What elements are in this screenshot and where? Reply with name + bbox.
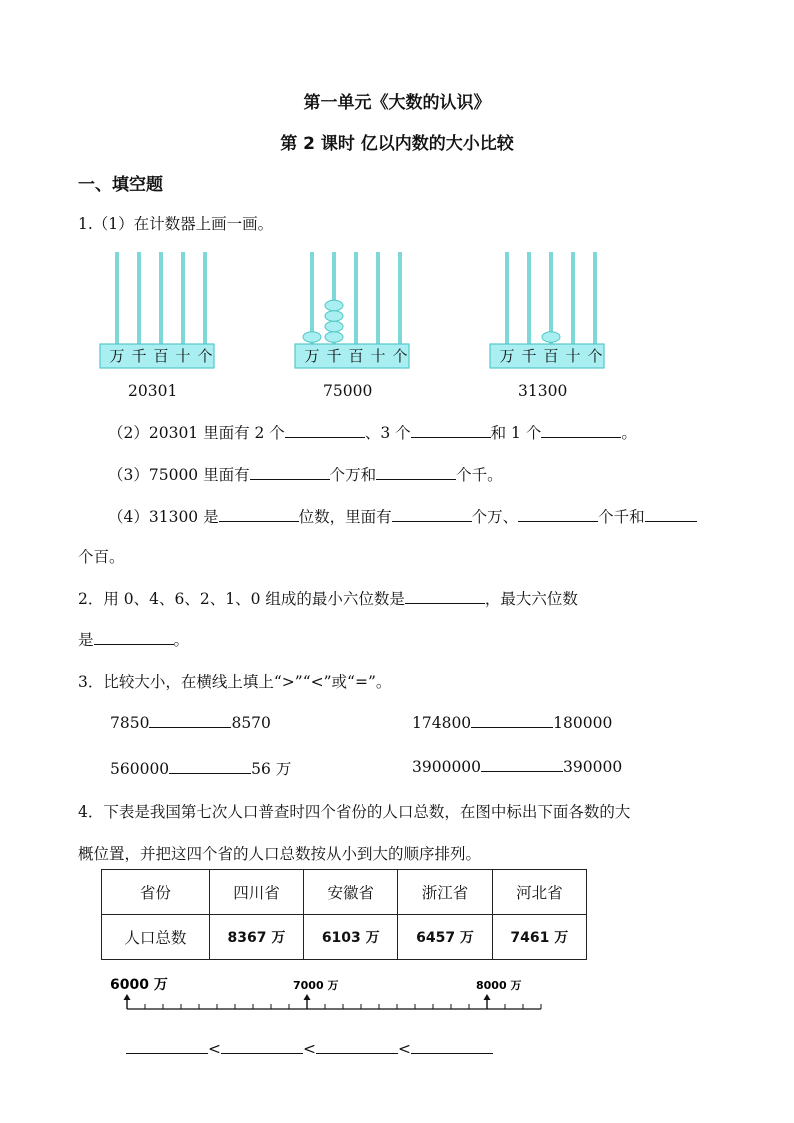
abacus-rod (115, 252, 119, 344)
abacus-place-label: 十 (565, 347, 581, 365)
abacus-bead[interactable] (325, 300, 343, 310)
table-row (102, 870, 587, 915)
answer-blank[interactable] (481, 757, 563, 772)
abacus-rod (398, 252, 402, 344)
table-cell: 人口总数 (102, 915, 210, 960)
answer-blank[interactable] (149, 713, 231, 728)
abacus-place-label: 万 (499, 347, 515, 365)
abacus-place-label: 十 (370, 347, 386, 365)
q2-line2: 是 。 (78, 631, 190, 649)
tick-arrow-icon (124, 994, 131, 1000)
answer-blank[interactable] (285, 423, 365, 438)
table-cell: 8367 万 (209, 915, 303, 960)
unit-title: 第一单元《大数的认识》 (303, 93, 491, 113)
answer-blank[interactable] (94, 630, 174, 645)
answer-blank[interactable] (221, 1039, 303, 1054)
q3-intro: 3．比较大小，在横线上填上“>”“<”或“=”。 (78, 673, 392, 691)
abacus-place-label: 百 (348, 347, 364, 365)
compare-item: 174800 180000 (412, 714, 613, 732)
abacus-rod (354, 252, 358, 344)
abacus-number-3: 31300 (518, 382, 568, 400)
abacus-place-label: 个 (392, 347, 408, 365)
abacus-rod (203, 252, 207, 344)
answer-blank[interactable] (169, 759, 251, 774)
table-cell: 安徽省 (304, 870, 398, 915)
abacus-rod (505, 252, 509, 344)
abacus-place-label: 百 (543, 347, 559, 365)
answer-blank[interactable] (316, 1039, 398, 1054)
table-cell: 省份 (102, 870, 210, 915)
table-cell: 浙江省 (398, 870, 492, 915)
abacus-rod (159, 252, 163, 344)
abacus-bead[interactable] (325, 321, 343, 331)
answer-blank[interactable] (219, 507, 299, 522)
number-line-label: 6000 万 (110, 977, 168, 993)
q1-part4: （4）31300 是 位数，里面有 个万、 个千和 (108, 505, 697, 527)
q1-intro: 1.（1）在计数器上画一画。 (78, 215, 274, 233)
abacus-place-label: 个 (197, 347, 213, 365)
answer-blank[interactable] (411, 1039, 493, 1054)
q1-part3: （3）75000 里面有 个万和 个千。 (108, 466, 503, 484)
answer-blank[interactable] (376, 465, 456, 480)
abacus-number-1: 20301 (128, 382, 178, 400)
number-line (100, 972, 560, 1022)
abacus-place-label: 千 (521, 347, 537, 365)
number-line-label: 7000 万 (293, 979, 339, 992)
abacus-group (90, 244, 650, 374)
number-line-label: 8000 万 (476, 979, 522, 992)
q1-part2: （2）20301 里面有 2 个 、3 个 和 1 个 。 (108, 424, 637, 442)
abacus-place-label: 十 (175, 347, 191, 365)
abacus-bead[interactable] (325, 332, 343, 342)
abacus-bead[interactable] (542, 332, 560, 342)
table-cell: 7461 万 (492, 915, 586, 960)
abacus-place-label: 千 (131, 347, 147, 365)
abacus-number-2: 75000 (323, 382, 373, 400)
abacus-place-label: 百 (153, 347, 169, 365)
abacus-rod (571, 252, 575, 344)
table-cell: 四川省 (209, 870, 303, 915)
q2-line1: 2．用 0、4、6、2、1、0 组成的最小六位数是 ，最大六位数 (78, 590, 578, 608)
abacus-rod (181, 252, 185, 344)
order-row: < < < (126, 1039, 493, 1058)
compare-item: 7850 8570 (110, 714, 271, 732)
table-cell: 6103 万 (304, 915, 398, 960)
q1-part4-cont: 个百。 (78, 548, 125, 566)
table-row (102, 915, 587, 960)
q4-line1: 4．下表是我国第七次人口普查时四个省份的人口总数，在图中标出下面各数的大 (78, 803, 631, 821)
table-cell: 河北省 (492, 870, 586, 915)
answer-blank[interactable] (518, 507, 598, 522)
answer-blank[interactable] (392, 507, 472, 522)
answer-blank[interactable] (471, 713, 553, 728)
abacus-rod (527, 252, 531, 344)
answer-blank[interactable] (405, 589, 485, 604)
tick-arrow-icon (484, 994, 491, 1000)
table-cell: 6457 万 (398, 915, 492, 960)
answer-blank[interactable] (645, 507, 697, 522)
abacus-place-label: 个 (587, 347, 603, 365)
abacus-rod (310, 252, 314, 344)
answer-blank[interactable] (541, 423, 621, 438)
population-table (101, 869, 587, 960)
abacus-rod (549, 252, 553, 344)
abacus-place-label: 万 (109, 347, 125, 365)
abacus-place-label: 千 (326, 347, 342, 365)
answer-blank[interactable] (411, 423, 491, 438)
abacus-place-label: 万 (304, 347, 320, 365)
answer-blank[interactable] (250, 465, 330, 480)
q4-line2: 概位置，并把这四个省的人口总数按从小到大的顺序排列。 (78, 845, 482, 863)
abacus-bead[interactable] (325, 311, 343, 321)
tick-arrow-icon (304, 994, 311, 1000)
compare-item: 3900000 390000 (412, 758, 623, 776)
lesson-title: 第 2 课时 亿以内数的大小比较 (280, 134, 514, 154)
abacus-rod (593, 252, 597, 344)
abacus-rod (137, 252, 141, 344)
abacus-bead[interactable] (303, 332, 321, 342)
answer-blank[interactable] (126, 1039, 208, 1054)
compare-item: 560000 56 万 (110, 760, 292, 778)
abacus-rod (376, 252, 380, 344)
section-title: 一、填空题 (78, 175, 163, 195)
